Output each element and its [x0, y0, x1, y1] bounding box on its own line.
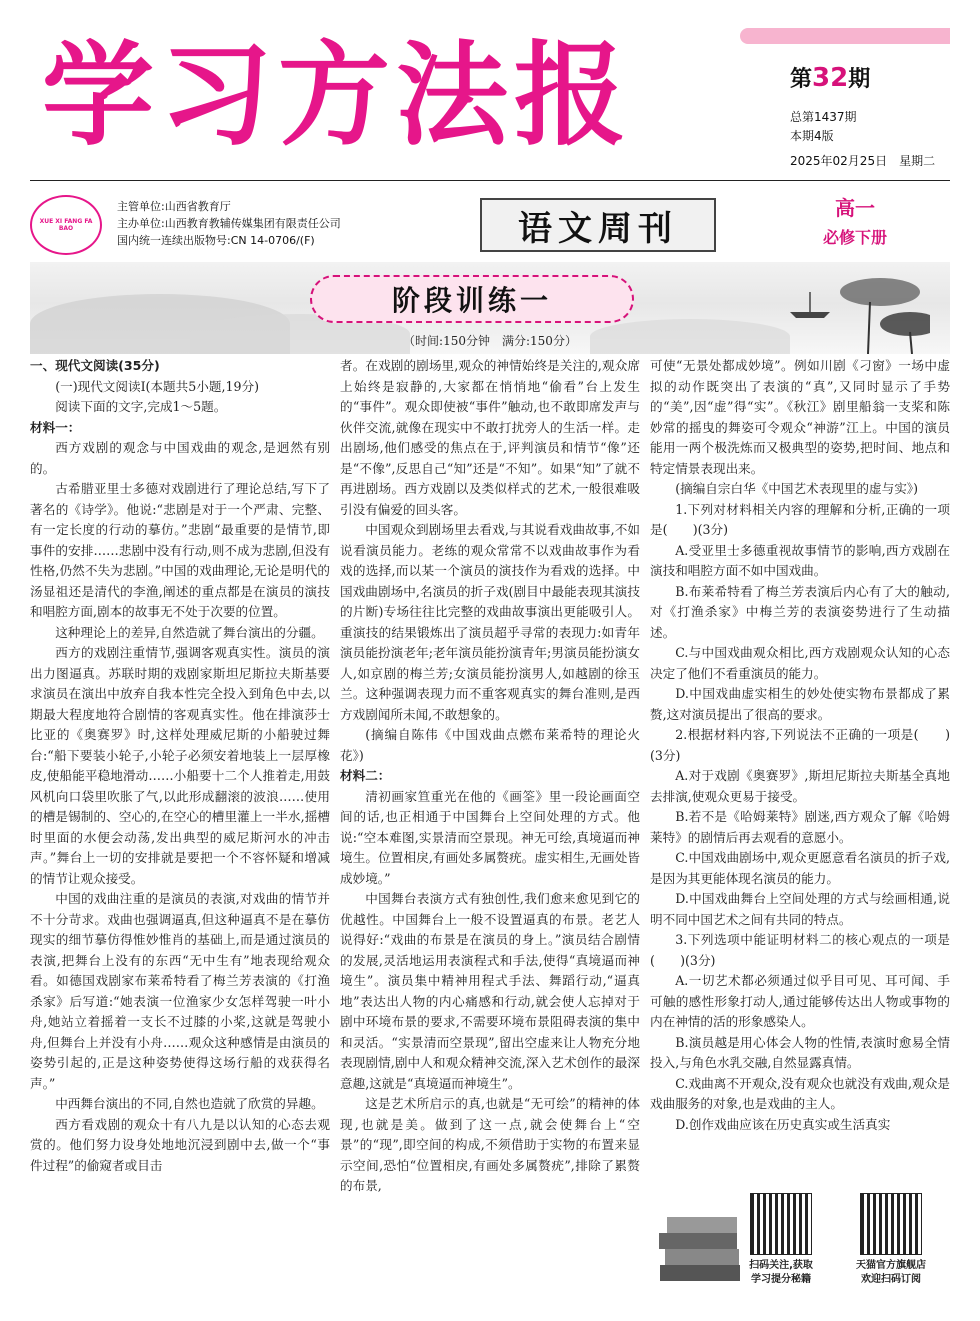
paragraph: D.中国戏曲舞台上空间处理的方式与绘画相通,说明不同中国艺术之间有共同的特点。 [650, 891, 950, 927]
paragraph: A.一切艺术都必须通过似乎目可见、耳可闻、手可触的感性形象打动人,通过能够传达出人物或事物的内在神情的活的形象感染人。 [650, 973, 950, 1029]
paragraph: 中西舞台演出的不同,自然也造就了欣赏的异趣。 [55, 1096, 324, 1111]
paragraph: B.演员越是用心体会人物的性情,表演时愈易全情投入,与角色水乳交融,自然显露真情。 [650, 1034, 950, 1070]
paragraph: 古希腊亚里士多德对戏剧进行了理论总结,写下了著名的《诗学》。他说:“悲剧是对于一个严肃、完整、有一定长度的行动的摹仿。”悲剧“最重要的是情节,即事件的安排……悲剧中没有行动,则不成为悲剧,但没有性格,仍然不失为悲剧。”中国的戏曲理论,无论是明代的汤显祖还是清代的李渔,阐述的重点都是在演员的演技和唱腔方面,剧本的故事无不处于次要的位置。 [30, 481, 330, 619]
paragraph: (摘编自陈伟《中国戏曲点燃布莱希特的理论火花》) [340, 727, 640, 763]
issue-info [790, 108, 935, 171]
qr-caption-1b: 学习提分秘籍 [751, 1274, 811, 1285]
section-title: 阶段训练一 [310, 275, 634, 323]
article-column-1 [30, 356, 330, 1176]
paragraph: (一)现代文阅读Ⅰ(本题共5小题,19分) [55, 378, 259, 394]
sponsor-line-1: 主管单位:山西省教育厅 [117, 200, 231, 213]
textbook-volume: 必修下册 [822, 228, 887, 247]
paragraph: 可使“无景处都成妙境”。例如川剧《刁窗》一场中虚拟的动作既突出了表演的“真”,又同时显示了手势的“美”,因“虚”得“实”。《秋江》剧里船翁一支桨和陈妙常的摇曳的舞姿可令观众“神游”江上。中国的演员能用一两个极洗炼而又极典型的姿势,把时间、地点和特定情景表现出来。 [650, 358, 950, 476]
paragraph: 这种理论上的差异,自然造就了舞台演出的分疆。 [55, 624, 324, 640]
paragraph: C.中国戏曲剧场中,观众更愿意看名演员的折子戏,是因为其更能体现名演员的能力。 [650, 850, 950, 886]
masthead-divider [30, 180, 950, 181]
books-icon [655, 1195, 745, 1295]
qr-caption-1a: 扫码关注,获取 [749, 1260, 813, 1271]
exam-time-score: （时间:150分钟 满分:150分） [403, 334, 577, 348]
newspaper-logo [30, 195, 102, 255]
issue-num: 32 [812, 63, 849, 93]
paragraph: (摘编自宗白华《中国艺术表现里的虚与实》) [675, 481, 918, 496]
paragraph: A.对于戏剧《奥赛罗》,斯坦尼斯拉夫斯基全真地去排演,使观众更易于接受。 [650, 768, 950, 804]
paragraph: B.若不是《哈姆莱特》剧迷,西方观众了解《哈姆莱特》的剧情后再去观看的意愿小。 [650, 809, 950, 845]
paragraph: C.戏曲离不开观众,没有观众也就没有戏曲,观众是戏曲服务的对象,也是戏曲的主人。 [650, 1075, 950, 1111]
grade: 高一 [835, 196, 875, 220]
total-issue: 总第1437期 [790, 110, 857, 124]
pink-top-bar [740, 28, 950, 44]
paragraph: 中国的戏曲注重的是演员的表演,对戏曲的情节并不十分苛求。戏曲也强调逼真,但这种逼真不是在摹仿现实的细节摹仿得惟妙惟肖的基础上,而是通过演员的表演,把舞台上没有的东西“无中生有”地表现给观众看。如德国戏剧家布莱希特看了梅兰芳表演的《打渔杀家》后写道:“她表演一位渔家少女怎样驾驶一叶小舟,她站立着摇着一支长不过膝的小桨,这就是驾驶小舟,但舞台上并没有小舟……观众这种感情是由演员的姿势引起的,正是这种姿势使得这场行船的戏获得名声。” [30, 891, 330, 1091]
issue-number [790, 62, 870, 93]
section-heading: 一、现代文阅读(35分) [30, 358, 160, 373]
weekly-section-title: 语文周刊 [480, 198, 716, 252]
paragraph: D.中国戏曲虚实相生的妙处使实物布景都成了累赘,这对演员提出了很高的要求。 [650, 686, 950, 722]
article-column-3 [650, 356, 950, 1135]
sponsor-info [117, 198, 341, 249]
paragraph: 2.根据材料内容,下列说法不正确的一项是( )(3分) [650, 727, 950, 763]
paragraph: 西方的戏剧注重情节,强调客观真实性。演员的演出力图逼真。苏联时期的戏剧家斯坦尼斯拉夫斯基要求演员在演出中放弃自我本性完全投入到角色中去,以期最大程度地符合剧情的客观真实性。他在排演莎士比亚的《奥赛罗》时,这样处理威尼斯的小船驶过舞台:“船下要装小轮子,小轮子必须安着地装上一层厚橡皮,使船能平稳地滑动……小船要十二个人推着走,用鼓风机向口袋里吹胀了气,以此形成翻滚的波浪……使用的槽是锡制的、空心的,在空心的槽里灌上一半水,摇槽时里面的水便会动荡,发出典型的威尼斯河水的冲击声。”舞台上一切的安排就是要把一个不容怀疑和增减的情节让观众接受。 [30, 645, 330, 886]
paragraph: A.受亚里士多德重视故事情节的影响,西方戏剧在演技和唱腔方面不如中国戏曲。 [650, 542, 950, 578]
paragraph: 阅读下面的文字,完成1～5题。 [55, 399, 227, 414]
paragraph: 清初画家笪重光在他的《画筌》里一段论画面空间的话,也正相通于中国舞台上空间处理的方式。他说:“空本难图,实景清而空景现。神无可绘,真境逼而神境生。位置相戾,有画处多属赘疣。虚实相生,无画处皆成妙境。” [340, 788, 640, 886]
article-column-2 [340, 356, 640, 1197]
qr-caption-1 [740, 1259, 822, 1287]
wechat-qr-code[interactable] [750, 1193, 812, 1255]
paragraph: 中国观众到剧场里去看戏,与其说看戏曲故事,不如说看演员能力。老练的观众常常不以戏曲故事作为看戏的选择,而以某一个演员的演技作为看戏的选择。中国戏曲剧场中,名演员的折子戏(剧目中最能表现其演技的片断)专场往往比完整的戏曲故事演出更能吸引人。重演技的结果锻炼出了演员超乎寻常的表现力:如青年演员能扮演老年;老年演员能扮演青年;男演员能扮演女人,如京剧的梅兰芳;女演员能扮演男人,如越剧的徐玉兰。这种强调表现力而不重客观真实的舞台准则,是西方戏剧闻所未闻,不敢想象的。 [340, 522, 640, 722]
issue-prefix: 第 [790, 67, 813, 92]
paragraph: 中国舞台表演方式有独创性,我们愈来愈见到它的优越性。中国舞台上一般不设置逼真的布景。老艺人说得好:“戏曲的布景是在演员的身上。”演员结合剧情的发展,灵活地运用表演程式和手法,使得“真境逼而神境生”。演员集中精神用程式手法、舞蹈行动,“逼真地”表达出人物的内心痛感和行动,就会使人忘掉对于剧中环境布景的要求,不需要环境布景阻碍表演的集中和灵活。“实景清而空景现”,留出空虚来让人物充分地表现剧情,剧中人和观众精神交流,深入艺术创作的最深意趣,这就是“真境逼而神境生”。 [340, 891, 640, 1091]
issue-suffix: 期 [848, 67, 871, 92]
paragraph: 者。在戏剧的剧场里,观众的神情始终是关注的,观众席上始终是寂静的,大家都在悄悄地“偷看”台上发生的“事件”。观众即使被“事件”触动,也不敢即席发声与伙伴交流,就像在现实中不敢打扰旁人的生活一样。走出剧场,他们感受的焦点在于,评判演员和情节“像”还是“不像”,反思自己“知”还是“不知”。如果“知”了就不再进剧场。西方戏剧以及类似样式的艺术,一般很难吸引没有偏爱的回头客。 [340, 358, 640, 517]
pages-count: 本期4版 [790, 129, 834, 143]
tmall-qr-code[interactable] [860, 1193, 922, 1255]
paragraph: 西方看戏剧的观众十有八九是以认知的心态去观赏的。他们努力设身处地地沉浸到剧中去,做一个“事件过程”的偷窥者或目击 [30, 1116, 330, 1173]
paragraph: 这是艺术所启示的真,也就是“无可绘”的精神的体现,也就是美。做到了这一点,就会使舞台上“空景”的“现”,即空间的构成,不须借助于实物的布置来显示空间,恐怕“位置相戾,有画处多属赘疣”,排除了累赘的布景, [340, 1096, 640, 1193]
logo-text: XUE XI FANG FA BAO [39, 218, 93, 232]
qr-caption-2b: 欢迎扫码订阅 [861, 1274, 921, 1285]
grade-label [790, 192, 920, 248]
paragraph: 1.下列对材料相关内容的理解和分析,正确的一项是( )(3分) [650, 501, 950, 537]
qr-code-area [655, 1185, 950, 1305]
qr-caption-2 [845, 1259, 937, 1287]
qr-caption-2a: 天猫官方旗舰店 [856, 1260, 926, 1271]
paragraph: 3.下列选项中能证明材料二的核心观点的一项是( )(3分) [650, 932, 950, 968]
paragraph: B.布莱希特看了梅兰芳表演后内心有了大的触动,对《打渔杀家》中梅兰芳的表演姿势进行了生动描述。 [650, 583, 950, 640]
sponsor-line-3: 国内统一连续出版物号:CN 14-0706/(F) [117, 234, 315, 247]
newspaper-title: 学习方法报 [42, 30, 632, 161]
sponsor-line-2: 主办单位:山西教育教辅传媒集团有限责任公司 [117, 217, 341, 230]
issue-date: 2025年02月25日 星期二 [790, 154, 936, 168]
paragraph: D.创作戏曲应该在历史真实或生活真实 [675, 1116, 891, 1132]
paragraph: C.与中国戏曲观众相比,西方戏剧观众认知的心态决定了他们不看重演员的能力。 [650, 645, 950, 681]
paragraph: 西方戏剧的观念与中国戏曲的观念,是迥然有别的。 [30, 440, 330, 476]
section-heading: 材料一： [30, 419, 81, 435]
section-heading: 材料二： [340, 768, 391, 783]
